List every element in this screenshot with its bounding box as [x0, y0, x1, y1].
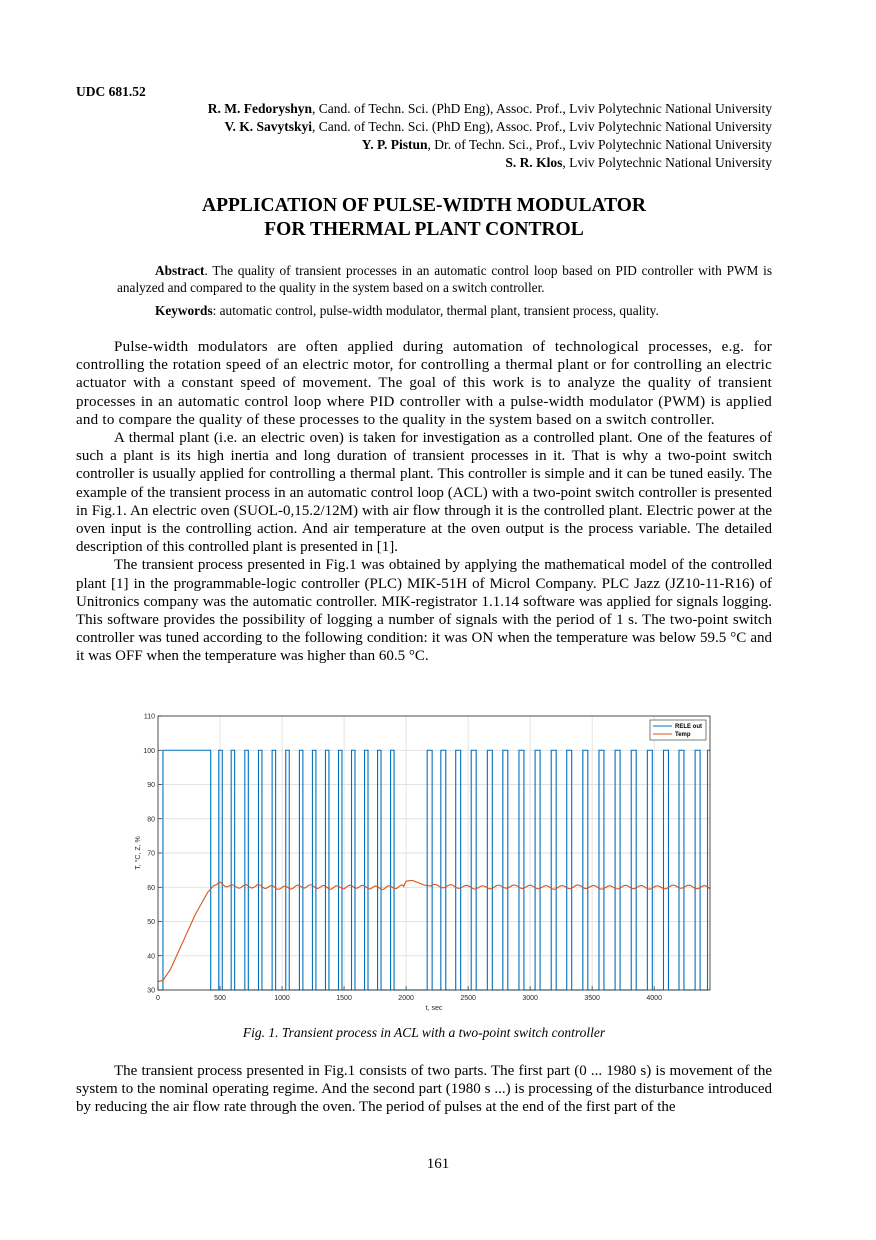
page-number: 161 — [426, 1156, 450, 1172]
x-tick-label: 500 — [214, 995, 226, 1002]
title-line: APPLICATION OF PULSE-WIDTH MODULATOR — [201, 195, 646, 216]
x-tick-label: 0 — [156, 995, 160, 1002]
x-tick-label: 2000 — [398, 995, 414, 1002]
figure-caption: Fig. 1. Transient process in ACL with a two-point switch controller — [242, 1025, 606, 1040]
body-text-continued — [76, 1062, 772, 1117]
author-line — [72, 118, 772, 136]
y-tick-label: 100 — [143, 747, 155, 755]
author-affiliation: , Assoc. Prof., Lviv Polytechnic National University — [490, 101, 772, 116]
y-tick-label: 90 — [147, 782, 155, 789]
body-text — [76, 338, 772, 666]
abstract-text: . The quality of transient processes in an automatic control loop based on PID controller with PWM is analyzed and compared to the quality in the system based on a switch controller. — [117, 263, 772, 295]
author-list — [72, 100, 772, 172]
x-tick-label: 1500 — [336, 995, 352, 1002]
udc-code: UDC 681.52 — [76, 84, 146, 99]
paragraph: The transient process presented in Fig.1 consists of two parts. The first part (0 ... 1980 s) is movement of the system to the nominal operating regime. And the second part (1980 s ...) is processing of the disturbance introduced by reducing the air flow rate through the oven. The period of pulses at the end of the first part of the — [76, 1063, 772, 1116]
x-axis-label: t, sec — [425, 1005, 443, 1012]
author-line — [72, 100, 772, 118]
author-name: S. R. Klos — [505, 155, 563, 170]
author-degree: , Dr. of Techn. Sci. — [427, 137, 530, 152]
paragraph: Pulse-width modulators are often applied during automation of technological processes, e.g. for controlling the rotation speed of an electric motor, for controlling a thermal plant or for controlling an electric actuator with a constant speed of movement. The goal of this work is to analyze the quality of transient processes in an automatic control loop where PID controller with a pulse-width modulator (PWM) is applied and to compare the quality of these processes to the quality in the system based on a switch controller. — [76, 339, 772, 428]
y-tick-label: 70 — [147, 850, 155, 858]
y-axis-label: T, °C, Z, % — [135, 836, 142, 870]
author-name: Y. P. Pistun — [361, 137, 428, 152]
paragraph: The transient process presented in Fig.1 was obtained by applying the mathematical model of the controlled plant [1] in the programmable-logic controller (PLC) MIK-51H of Microl Company. PLC Jazz (JZ10-11-R16) of Unitronics company was the automatic controller. MIK-registrator 1.1.14 software was applied for signals logging. This software provides the possibility of logging a number of signals with the period of 1 s. The two-point switch controller was tuned according to the following condition: it was ON when the temperature was below 59.5 °C and it was OFF when the temperature was higher than 60.5 °C. — [76, 557, 772, 665]
paper-title — [76, 194, 772, 242]
paragraph: A thermal plant (i.e. an electric oven) is taken for investigation as a controlled plant. One of the features of such a plant is its high inertia and long duration of transient processes in it. That is why a two-point switch controller is usually applied for controlling a thermal plant. This controller is simple and it can be tuned easily. The example of the transient process in an automatic control loop (ACL) with a two-point switch controller is presented in Fig.1. An electric oven (SUOL-0,15.2/12M) with air flow through it is the controlled plant. Electric power at the oven input is the controlling action. And air temperature at the oven output is the process variable. The detailed description of this controlled plant is presented in [1]. — [76, 430, 772, 556]
y-tick-label: 30 — [147, 987, 155, 995]
author-affiliation: , Assoc. Prof., Lviv Polytechnic National University — [490, 119, 772, 134]
keywords — [117, 302, 772, 319]
author-line — [72, 136, 772, 154]
figure-chart — [116, 706, 724, 1018]
x-tick-label: 1000 — [274, 995, 290, 1002]
author-line — [72, 154, 772, 172]
x-tick-label: 3500 — [584, 995, 600, 1002]
abstract — [117, 262, 772, 296]
y-tick-label: 50 — [147, 919, 155, 926]
legend-label-temp: Temp — [675, 732, 691, 738]
x-tick-label: 4000 — [646, 995, 662, 1002]
author-degree: , Cand. of Techn. Sci. (PhD Eng) — [312, 119, 491, 134]
author-affiliation: , Lviv Polytechnic National University — [562, 155, 772, 170]
abstract-label: Abstract — [155, 263, 205, 278]
x-tick-label: 3000 — [522, 995, 538, 1002]
author-affiliation: , Prof., Lviv Polytechnic National University — [529, 137, 772, 152]
author-degree: , Cand. of Techn. Sci. (PhD Eng) — [312, 101, 491, 116]
keywords-label: Keywords — [155, 303, 213, 318]
legend-label-rele-out: RELE out — [675, 724, 702, 730]
title-line: FOR THERMAL PLANT CONTROL — [264, 219, 584, 240]
y-tick-label: 60 — [147, 884, 155, 892]
x-tick-label: 2500 — [460, 995, 476, 1002]
y-tick-label: 110 — [143, 713, 155, 721]
author-name: R. M. Fedoryshyn — [207, 101, 312, 116]
author-name: V. K. Savytskyi — [224, 119, 312, 134]
y-tick-label: 80 — [147, 816, 155, 824]
keywords-text: : automatic control, pulse-width modulator, thermal plant, transient process, quality. — [212, 303, 659, 318]
y-tick-label: 40 — [147, 953, 155, 961]
